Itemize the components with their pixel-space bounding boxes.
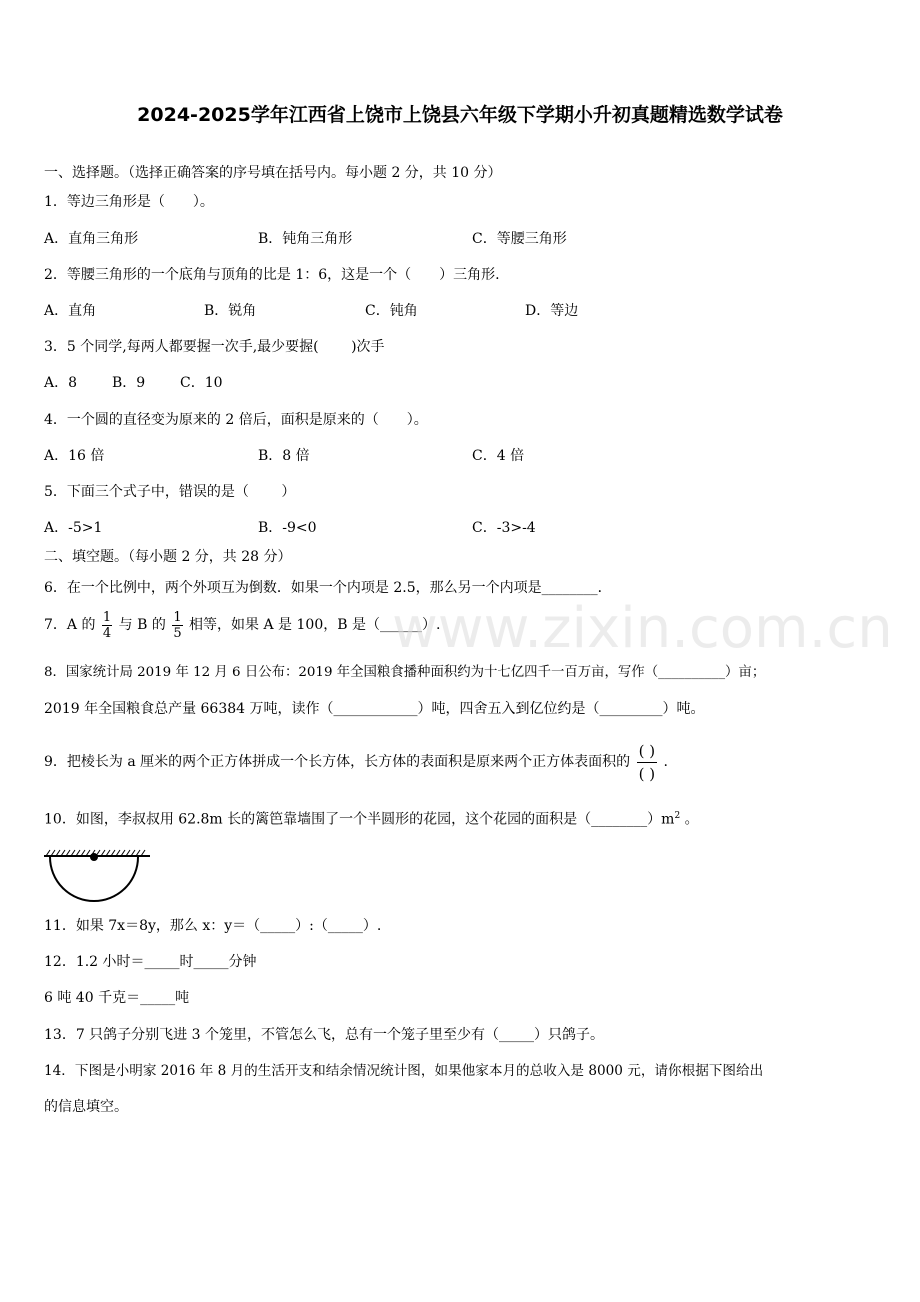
question-9: 9．把棱长为 a 厘米的两个正方体拼成一个长方体，长方体的表面积是原来两个正方体表面积的 $\frac{( )}{( )}$ .: [44, 741, 668, 783]
fraction-one-fifth: $\frac{1}{5}$: [173, 609, 182, 641]
question-8-line-2: 2019 年全国粮食总产量 66384 万吨，读作（____________）吨，四舍五入到亿位约是（_________）吨。: [44, 701, 705, 717]
question-10: 10．如图，李叔叔用 62.8m 长的篱笆靠墙围了一个半圆形的花园，这个花园的面积是$(\_\_\_\_\_\_\_\_)m^2$ 。: [44, 811, 699, 828]
question-2: 2．等腰三角形的一个底角与顶角的比是 1：6，这是一个（ ）三角形.: [44, 267, 500, 283]
question-14-line-1: 14．下图是小明家 2016 年 8 月的生活开支和结余情况统计图，如果他家本月的总收入是 8000 元，请你根据下图给出: [44, 1063, 764, 1079]
q3-option-c: C．10: [180, 375, 223, 391]
q4-option-a: A．16 倍: [44, 448, 105, 464]
q5-option-a: A．-5>1: [44, 520, 103, 536]
question-12-line-1: 12．1.2 小时＝_____时_____分钟: [44, 954, 257, 970]
q2-option-c: C．钝角: [365, 303, 418, 319]
q2-option-b: B．锐角: [204, 303, 257, 319]
q2-option-a: A．直角: [44, 303, 97, 319]
question-11: 11．如果 7x＝8y，那么 x：y＝（_____）:（_____）.: [44, 918, 382, 934]
q2-option-d: D．等边: [525, 303, 579, 319]
blank-fraction: $\frac{( )}{( )}$: [638, 741, 656, 783]
question-13: 13．7 只鸽子分别飞进 3 个笼里，不管怎么飞，总有一个笼子里至少有（_____）只鸽子。: [44, 1027, 604, 1043]
question-5: 5．下面三个式子中，错误的是（ ）: [44, 484, 296, 500]
semicircle-fence: [50, 857, 138, 901]
page-title: 2024-2025学年江西省上饶市上饶县六年级下学期小升初真题精选数学试卷: [137, 104, 783, 126]
q3-option-b: B．9: [112, 375, 146, 391]
q1-option-a: A．直角三角形: [44, 231, 139, 247]
question-14-line-2: 的信息填空。: [44, 1099, 128, 1115]
watermark: www.zixin.com.cn: [392, 596, 893, 661]
q1-option-c: C．等腰三角形: [472, 231, 567, 247]
q5-option-b: B．-9<0: [258, 520, 317, 536]
question-6: 6．在一个比例中，两个外项互为倒数．如果一个内项是 2.5，那么另一个内项是________．: [44, 580, 612, 596]
q1-option-b: B．钝角三角形: [258, 231, 353, 247]
semicircle-garden-figure: [42, 846, 154, 904]
question-12-line-2: 6 吨 40 千克＝_____吨: [44, 990, 190, 1006]
question-4: 4．一个圆的直径变为原来的 2 倍后，面积是原来的（ ）。: [44, 412, 428, 428]
question-7: 7．A 的 $\frac{1}{4}$ 与 B 的 $\frac{1}{5}$ 相等，如果 A 是 100，B 是（______）.: [44, 609, 441, 641]
question-8-line-1: 8．国家统计局 2019 年 12 月 6 日公布：2019 年全国粮食播种面积约为十七亿四千一百万亩，写作（__________）亩；: [44, 665, 766, 680]
question-3: 3．5 个同学,每两人都要握一次手,最少要握( )次手: [44, 339, 385, 355]
section-heading-choice: 一、选择题。（选择正确答案的序号填在括号内。每小题 2 分，共 10 分）: [44, 165, 502, 181]
question-1: 1．等边三角形是（ ）。: [44, 194, 214, 210]
q5-option-c: C．-3>-4: [472, 520, 536, 536]
q3-option-a: A．8: [44, 375, 78, 391]
fraction-one-quarter: $\frac{1}{4}$: [102, 609, 112, 641]
center-point: [90, 853, 98, 861]
section-heading-fill: 二、填空题。（每小题 2 分，共 28 分）: [44, 549, 292, 565]
q4-option-b: B．8 倍: [258, 448, 310, 464]
q4-option-c: C．4 倍: [472, 448, 525, 464]
